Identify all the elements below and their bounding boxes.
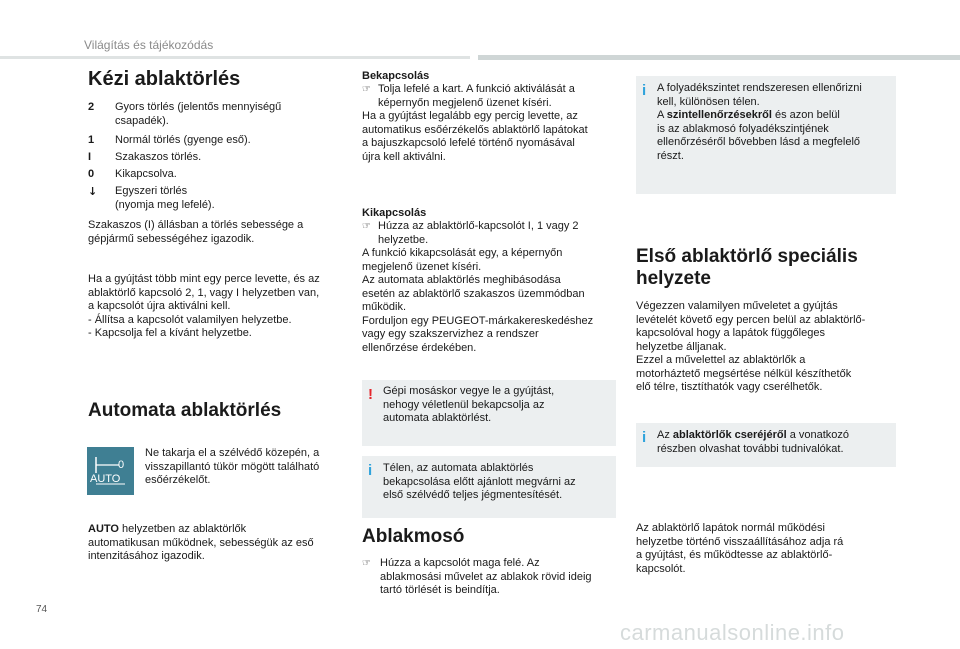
info-icon: i <box>642 429 647 446</box>
position-key: 0 <box>88 168 95 180</box>
info-icon: i <box>368 462 373 479</box>
auto-wiper-switch-icon <box>87 447 134 495</box>
position-text: csapadék). <box>115 114 169 127</box>
activation-title: Bekapcsolás <box>362 70 430 82</box>
washer-bullet: ☞ Húzza a kapcsolót maga felé. Az ablakmosási művelet az ablakok rövid ideig tartó törlését is beindítja. <box>362 557 592 596</box>
intermittent-paragraph: Szakaszos (I) állásban a törlés sebessége a gépjármű sebességéhez igazodik. <box>88 219 304 245</box>
position-text: Kikapcsolva. <box>115 168 177 180</box>
info-box-replacement: i Az ablaktörlők cseréjéről a vonatkozó részben olvashat további tudnivalókat. <box>636 423 896 467</box>
manual-wiper-title: Kézi ablaktörlés <box>88 68 241 90</box>
special-position-paragraph: Végezzen valamilyen műveletet a gyújtás levételét követő egy percen belül az ablaktörlő- kapcsolóval hogy a lapátok függőleges helyzetbe álljanak. Ezzel a művelettel az ablaktörlők a motorháztető megsértése nélkül készíthetők elő télre, tisztíthatók vagy cserélhetők. <box>636 300 866 393</box>
pointing-hand-icon: ☞ <box>362 221 371 232</box>
pointing-hand-icon: ☞ <box>362 558 371 569</box>
header-divider-accent <box>478 55 960 60</box>
info-icon: i <box>642 82 647 99</box>
arrow-down-icon: ↓ <box>88 185 98 198</box>
activation-bullet: ☞ Tolja lefelé a kart. A funkció aktiválását a képernyőn megjelenő üzenet kíséri. <box>362 83 575 109</box>
page-number: 74 <box>36 604 48 615</box>
special-position-title: Első ablaktörlő speciális helyzete <box>636 246 858 289</box>
position-text: (nyomja meg lefelé). <box>115 198 215 211</box>
header-divider <box>0 56 470 59</box>
warning-box: ! Gépi mosáskor vegye le a gyújtást, nehogy véletlenül bekapcsolja az automata ablaktörlést. <box>362 380 616 446</box>
position-key: I <box>88 151 92 163</box>
washer-title: Ablakmosó <box>362 526 465 547</box>
activation-paragraph: Ha a gyújtást legalább egy percig levette, az automatikus esőérzékelős ablaktörlő lapátokat a bajuszkapcsoló lefelé történő nyomásával újra kell aktiválni. <box>362 110 588 163</box>
info-box-winter: i Télen, az automata ablaktörlés bekapcsolása előtt ajánlott megvárni az első szélvédő teljes jégmentesítését. <box>362 456 616 518</box>
position-key: 2 <box>88 101 95 113</box>
rain-sensor-note: Ne takarja el a szélvédő közepén, a visszapillantó tükör mögött található esőérzékelőt. <box>145 447 320 486</box>
reactivate-paragraph: Ha a gyújtást több mint egy perce levette, és az ablaktörlő kapcsoló 2, 1, vagy I helyzetben van, a kapcsolót újra aktiválni kell. - Állítsa a kapcsolót valamilyen helyzetbe. - Kapcsolja fel a kívánt helyzetbe. <box>88 273 320 339</box>
position-text: Egyszeri törlés <box>115 185 188 197</box>
info-box-fluid: i A folyadékszintet rendszeresen ellenőrizni kell, különösen télen. A szintellenőrzésekről és azon belül is az ablakmosó folyadékszintjének ellenőrzéséről bővebben lásd a megfelelő részt. <box>636 76 896 194</box>
auto-wiper-title: Automata ablaktörlés <box>88 400 282 421</box>
warning-exclamation-icon: ! <box>368 386 373 403</box>
position-text: Szakaszos törlés. <box>115 151 202 163</box>
position-text: Normál törlés (gyenge eső). <box>115 134 251 146</box>
section-title: Világítás és tájékozódás <box>84 38 214 52</box>
deactivation-bullet: ☞ Húzza az ablaktörlő-kapcsolót I, 1 vagy 2 helyzetbe. <box>362 220 579 246</box>
auto-mode-paragraph: AUTO helyzetben az ablaktörlők automatikusan működnek, sebességük az eső intenzitásához igazodik. <box>88 523 314 562</box>
position-key: 1 <box>88 134 95 146</box>
svg-text:0: 0 <box>118 459 125 471</box>
position-text: Gyors törlés (jelentős mennyiségű <box>115 101 282 113</box>
watermark: carmanualsonline.info <box>620 620 845 645</box>
normal-position-paragraph: Az ablaktörlő lapátok normál működési helyzetbe történő visszaállításához adja rá a gyújtást, és működtesse az ablaktörlő- kapcsolót. <box>636 522 844 575</box>
pointing-hand-icon: ☞ <box>362 84 371 95</box>
auto-label: AUTO <box>90 473 121 485</box>
deactivation-paragraph: A funkció kikapcsolását egy, a képernyőn megjelenő üzenet kíséri. Az automata ablaktörlés meghibásodása esetén az ablaktörlő szakaszos üzemmódban működik. Forduljon egy PEUGEOT-márkakereskedéshez vagy egy szakszervizhez a rendszer ellenőrzése érdekében. <box>362 247 594 354</box>
deactivation-title: Kikapcsolás <box>362 207 427 219</box>
